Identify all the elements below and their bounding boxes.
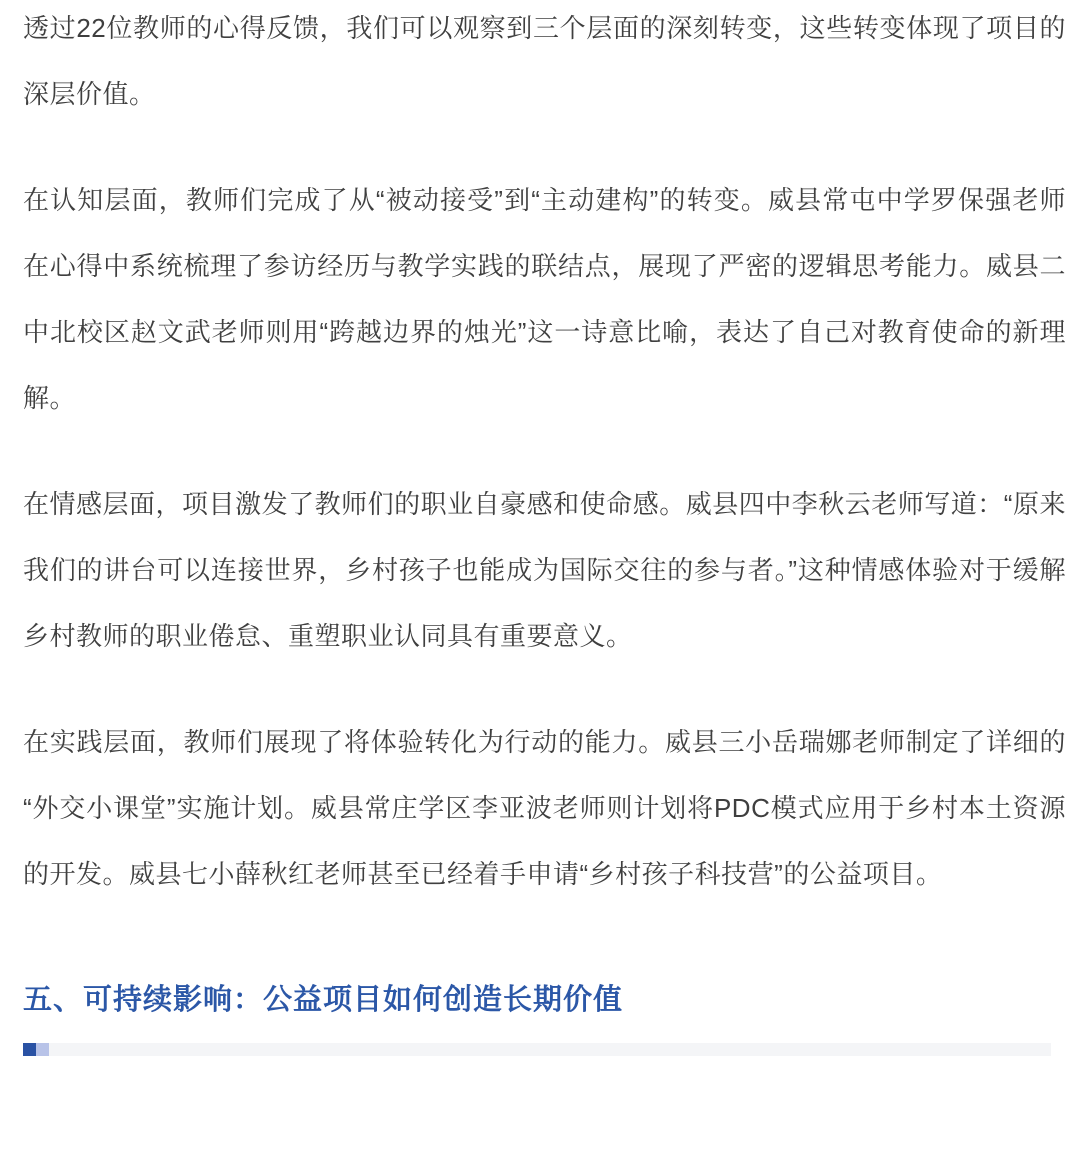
paragraph-cognitive-level: 在认知层面，教师们完成了从“被动接受”到“主动建构”的转变。威县常屯中学罗保强老师在心得中系统梳理了参访经历与教学实践的联结点，展现了严密的逻辑思考能力。威县二中北校区赵文武老师则用“跨越边界的烛光”这一诗意比喻，表达了自己对教育使命的新理解。: [23, 185, 1066, 413]
divider-dark-square-icon: [23, 1043, 36, 1056]
paragraph-practice-level: 在实践层面，教师们展现了将体验转化为行动的能力。威县三小岳瑞娜老师制定了详细的“外交小课堂”实施计划。威县常庄学区李亚波老师则计划将PDC模式应用于乡村本土资源的开发。威县七小薛秋红老师甚至已经着手申请“乡村孩子科技营”的公益项目。: [23, 727, 1066, 889]
paragraph-emotional-level: 在情感层面，项目激发了教师们的职业自豪感和使命感。威县四中李秋云老师写道：“原来我们的讲台可以连接世界，乡村孩子也能成为国际交往的参与者。”这种情感体验对于缓解乡村教师的职业倦怠、重塑职业认同具有重要意义。: [23, 489, 1066, 651]
section-heading: 五、可持续影响：公益项目如何创造长期价值: [23, 984, 624, 1016]
section-divider: [23, 1043, 1051, 1056]
divider-light-square-icon: [36, 1043, 49, 1056]
paragraph-overview: 透过22位教师的心得反馈，我们可以观察到三个层面的深刻转变，这些转变体现了项目的深层价值。: [23, 13, 1066, 109]
divider-track: [49, 1043, 1051, 1056]
